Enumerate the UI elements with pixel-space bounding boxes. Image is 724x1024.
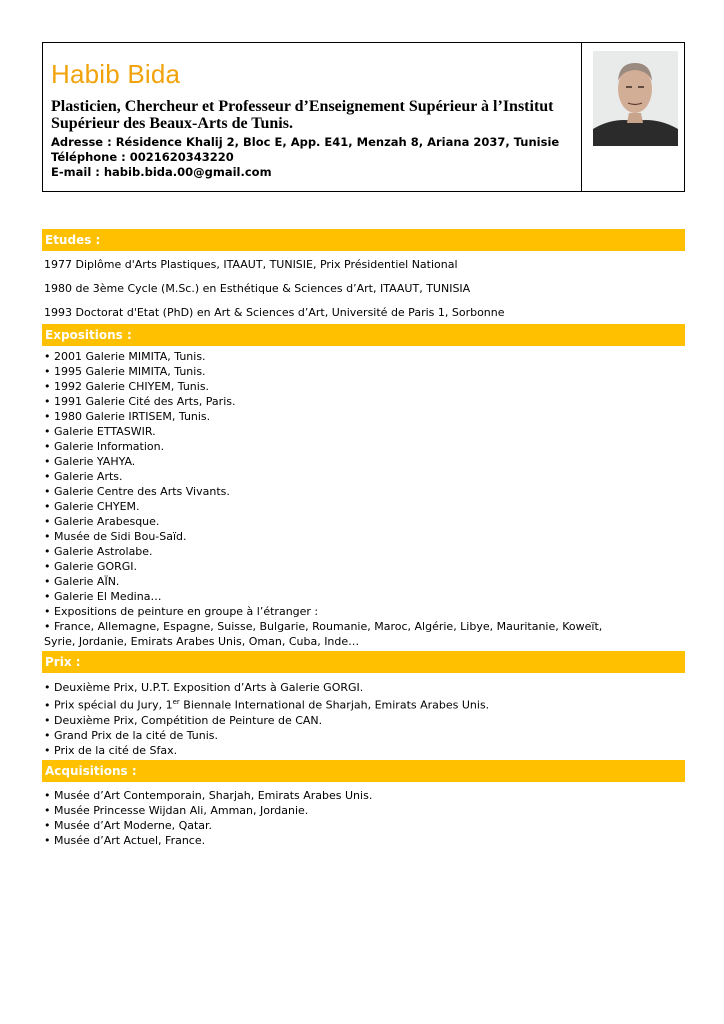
- list-item: • 1980 Galerie IRTISEM, Tunis.: [44, 409, 684, 424]
- list-item: • Musée de Sidi Bou-Saïd.: [44, 529, 684, 544]
- list-item: • 1995 Galerie MIMITA, Tunis.: [44, 364, 684, 379]
- list-item: • Musée d’Art Moderne, Qatar.: [44, 818, 684, 833]
- list-item: • Galerie ETTASWIR.: [44, 424, 684, 439]
- list-item: • Deuxième Prix, Compétition de Peinture de CAN.: [44, 713, 684, 728]
- person-name: Habib Bida: [51, 59, 181, 89]
- section-expositions-header: Expositions :: [42, 324, 685, 346]
- list-item: • Galerie Arts.: [44, 469, 684, 484]
- portrait-photo: [593, 51, 678, 146]
- section-acquisitions-header: Acquisitions :: [42, 760, 685, 782]
- special-prize-text-rest: Biennale International de Sharjah, Emirats Arabes Unis.: [179, 698, 490, 712]
- list-item: • Galerie Astrolabe.: [44, 544, 684, 559]
- list-item: • Musée Princesse Wijdan Ali, Amman, Jordanie.: [44, 803, 684, 818]
- list-item: • Galerie El Medina…: [44, 589, 684, 604]
- list-item: • Deuxième Prix, U.P.T. Exposition d’Arts à Galerie GORGI.: [44, 680, 684, 695]
- list-item: • Galerie AÏN.: [44, 574, 684, 589]
- header-box: [42, 42, 685, 192]
- list-item: • Galerie CHYEM.: [44, 499, 684, 514]
- profession: Plasticien, Chercheur et Professeur d’Enseignement Supérieur à l’Institut Supérieur des Beaux-Arts de Tunis.: [51, 98, 554, 132]
- prix-list: [44, 680, 684, 758]
- list-item: • Prix de la cité de Sfax.: [44, 743, 684, 758]
- etudes-entry: 1980 de 3ème Cycle (M.Sc.) en Esthétique & Sciences d’Art, ITAAUT, TUNISIA: [44, 282, 471, 295]
- ordinal-suffix: er: [172, 698, 180, 706]
- list-item: • 1991 Galerie Cité des Arts, Paris.: [44, 394, 684, 409]
- list-item: • 1992 Galerie CHIYEM, Tunis.: [44, 379, 684, 394]
- list-item: • Musée d’Art Actuel, France.: [44, 833, 684, 848]
- list-item: • Musée d’Art Contemporain, Sharjah, Emirats Arabes Unis.: [44, 788, 684, 803]
- list-item: • Galerie GORGI.: [44, 559, 684, 574]
- list-item: • 2001 Galerie MIMITA, Tunis.: [44, 349, 684, 364]
- list-item: • Galerie Centre des Arts Vivants.: [44, 484, 684, 499]
- photo-divider: [581, 43, 582, 191]
- etudes-entry: 1993 Doctorat d'Etat (PhD) en Art & Sciences d’Art, Université de Paris 1, Sorbonne: [44, 306, 505, 319]
- list-item: • Galerie Information.: [44, 439, 684, 454]
- special-prize-text: Prix spécial du Jury, 1: [54, 698, 173, 712]
- list-item: • Galerie YAHYA.: [44, 454, 684, 469]
- list-item: • Expositions de peinture en groupe à l’étranger :: [44, 604, 684, 619]
- etudes-entry: 1977 Diplôme d'Arts Plastiques, ITAAUT, TUNISIE, Prix Présidentiel National: [44, 258, 458, 271]
- list-item: • Grand Prix de la cité de Tunis.: [44, 728, 684, 743]
- section-etudes-header: Etudes :: [42, 229, 685, 251]
- phone: Téléphone : 0021620343220: [51, 150, 234, 164]
- expositions-list: [44, 349, 684, 649]
- email: E-mail : habib.bida.00@gmail.com: [51, 165, 272, 179]
- list-item-special-prize: [44, 695, 684, 713]
- address: Adresse : Résidence Khalij 2, Bloc E, App. E41, Menzah 8, Ariana 2037, Tunisie: [51, 135, 560, 149]
- section-prix-header: Prix :: [42, 651, 685, 673]
- list-item: • France, Allemagne, Espagne, Suisse, Bulgarie, Roumanie, Maroc, Algérie, Libye, Mauritanie, Koweït, Syrie, Jordanie, Emirats Arabes Unis, Oman, Cuba, Inde…: [44, 619, 634, 649]
- acquisitions-list: [44, 788, 684, 848]
- list-item: • Galerie Arabesque.: [44, 514, 684, 529]
